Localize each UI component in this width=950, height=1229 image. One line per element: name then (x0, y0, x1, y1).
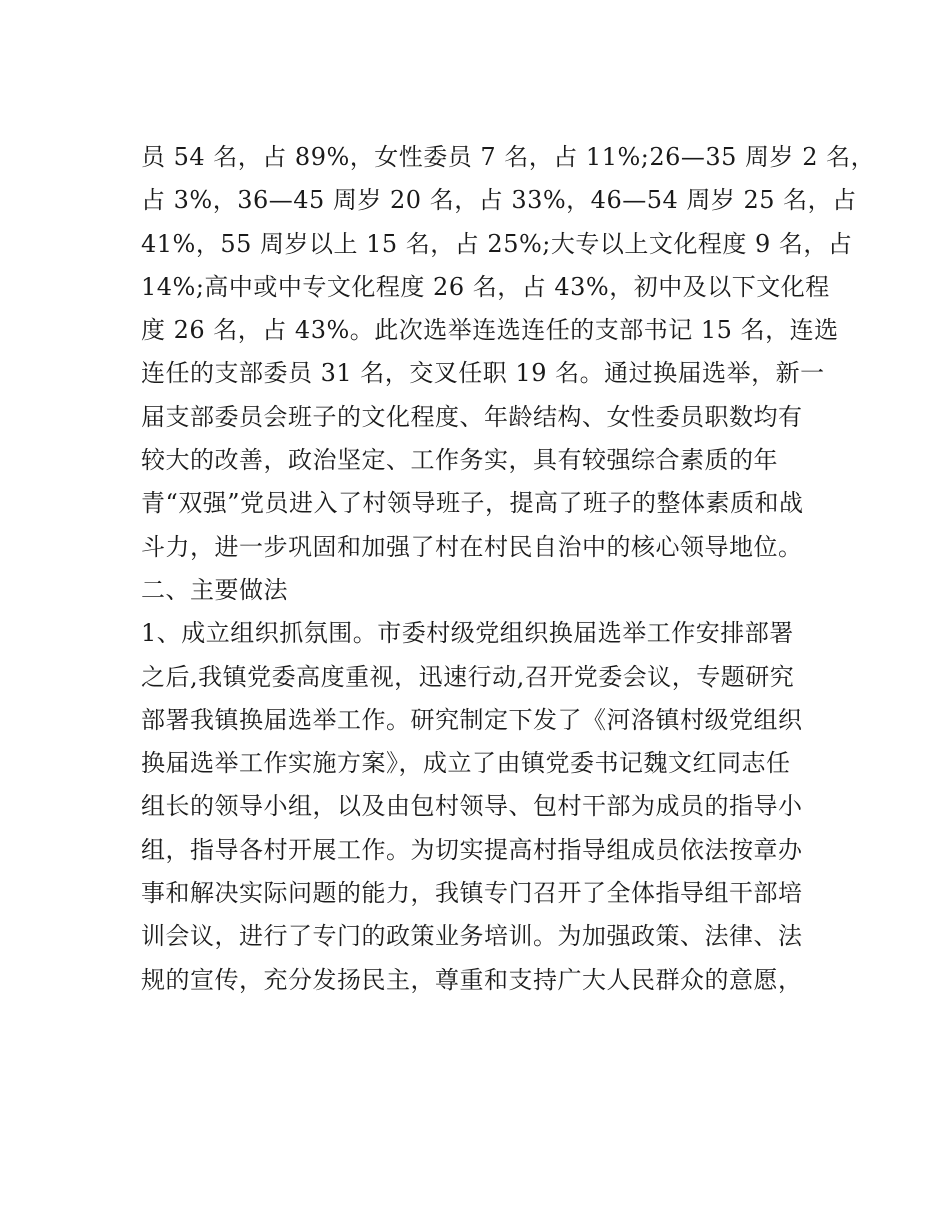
text-line: 训会议，进行了专门的政策业务培训。为加强政策、法律、法 (141, 922, 803, 951)
text-line: 较大的改善，政治坚定、工作务实，具有较强综合素质的年 (141, 446, 778, 475)
text-line: 14%;高中或中专文化程度 26 名，占 43%，初中及以下文化程 (141, 272, 830, 301)
text-line: 斗力，进一步巩固和加强了村在村民自治中的核心领导地位。 (141, 532, 803, 561)
text-line: 规的宣传，充分发扬民主，尊重和支持广大人民群众的意愿， (141, 965, 803, 994)
text-line: 组，指导各村开展工作。为切实提高村指导组成员依法按章办 (141, 835, 803, 864)
text-line: 青“双强”党员进入了村领导班子，提高了班子的整体素质和战 (141, 489, 804, 518)
section-heading: 二、主要做法 (141, 575, 288, 604)
text-line: 组长的领导小组，以及由包村领导、包村干部为成员的指导小 (141, 792, 803, 821)
text-line: 之后,我镇党委高度重视，迅速行动,召开党委会议，专题研究 (141, 662, 795, 691)
text-line: 1、成立组织抓氛围。市委村级党组织换届选举工作安排部署 (141, 619, 794, 648)
text-line: 部署我镇换届选举工作。研究制定下发了《河洛镇村级党组织 (141, 705, 803, 734)
text-line: 连任的支部委员 31 名，交叉任职 19 名。通过换届选举，新一 (141, 359, 825, 388)
text-line: 届支部委员会班子的文化程度、年龄结构、女性委员职数均有 (141, 402, 803, 431)
text-line: 占 3%，36—45 周岁 20 名，占 33%，46—54 周岁 25 名，占 (141, 186, 857, 215)
text-line: 度 26 名，占 43%。此次选举连选连任的支部书记 15 名，连选 (141, 316, 839, 345)
text-line: 换届选举工作实施方案》，成立了由镇党委书记魏文红同志任 (141, 749, 791, 778)
text-line: 41%，55 周岁以上 15 名，占 25%;大专以上文化程度 9 名，占 (141, 229, 853, 258)
document-body (141, 136, 876, 1002)
text-line: 员 54 名，占 89%，女性委员 7 名，占 11%;26—35 周岁 2 名， (141, 143, 876, 171)
text-line: 事和解决实际问题的能力，我镇专门召开了全体指导组干部培 (141, 879, 803, 908)
